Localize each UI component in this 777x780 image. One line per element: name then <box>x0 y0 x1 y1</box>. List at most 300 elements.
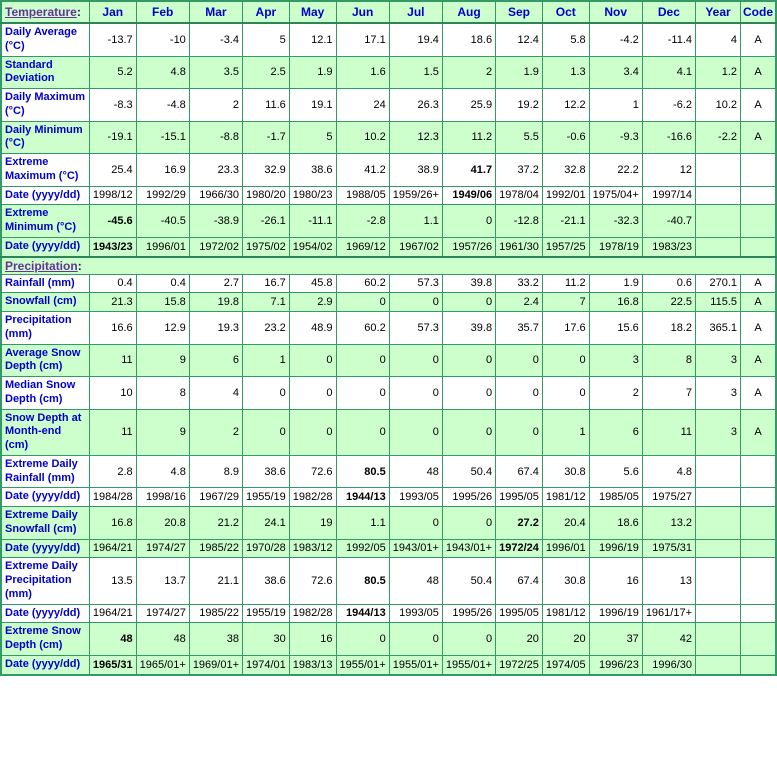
table-cell: 20 <box>542 623 589 656</box>
table-cell: 1996/19 <box>589 604 642 623</box>
table-cell: 57.3 <box>389 274 442 293</box>
year-cell: 4 <box>696 23 741 56</box>
table-cell: 1975/27 <box>642 488 695 507</box>
table-cell: 1 <box>542 409 589 455</box>
table-cell: -4.2 <box>589 23 642 56</box>
table-row <box>1 655 776 674</box>
table-row <box>1 604 776 623</box>
code-cell <box>741 205 777 238</box>
column-header-code: Code <box>741 1 777 23</box>
table-cell: 16.7 <box>243 274 290 293</box>
table-cell: 1997/14 <box>642 186 695 205</box>
table-cell: 0 <box>442 507 495 540</box>
column-header-mar: Mar <box>189 1 242 23</box>
table-row <box>1 274 776 293</box>
table-cell: 16 <box>589 558 642 604</box>
code-cell <box>741 558 777 604</box>
column-header-sep: Sep <box>496 1 543 23</box>
row-label: Daily Maximum (°C) <box>1 89 89 122</box>
table-row <box>1 121 776 154</box>
table-cell: 1978/19 <box>589 237 642 256</box>
table-cell: 4.8 <box>642 455 695 488</box>
table-cell: 1955/19 <box>243 604 290 623</box>
row-label: Extreme Snow Depth (cm) <box>1 623 89 656</box>
table-cell: 1993/05 <box>389 604 442 623</box>
table-cell: 0 <box>389 623 442 656</box>
table-cell: 12.9 <box>136 312 189 345</box>
table-cell: 0 <box>289 377 336 410</box>
table-cell: 17.1 <box>336 23 389 56</box>
precipitation-section-cell <box>1 257 776 275</box>
year-cell: 3 <box>696 344 741 377</box>
table-cell: 30.8 <box>542 455 589 488</box>
table-cell: 1944/13 <box>336 488 389 507</box>
table-cell: 1972/25 <box>496 655 543 674</box>
table-cell: 1967/02 <box>389 237 442 256</box>
table-cell: 16.6 <box>89 312 136 345</box>
table-cell: 26.3 <box>389 89 442 122</box>
table-cell: 0 <box>243 377 290 410</box>
table-cell: 20.8 <box>136 507 189 540</box>
table-cell: 5.6 <box>589 455 642 488</box>
table-cell: -40.7 <box>642 205 695 238</box>
table-cell: 1.6 <box>336 56 389 89</box>
table-cell: 15.6 <box>589 312 642 345</box>
table-cell: 33.2 <box>496 274 543 293</box>
table-cell: 2.4 <box>496 293 543 312</box>
table-cell: 38.6 <box>243 455 290 488</box>
table-row <box>1 558 776 604</box>
table-row <box>1 409 776 455</box>
table-cell: 1981/12 <box>542 488 589 507</box>
year-cell <box>696 205 741 238</box>
precipitation-section-row <box>1 257 776 275</box>
table-cell: 1984/28 <box>89 488 136 507</box>
table-cell: 35.7 <box>496 312 543 345</box>
code-cell: A <box>741 121 777 154</box>
table-cell: 1961/30 <box>496 237 543 256</box>
table-cell: 1978/04 <box>496 186 543 205</box>
table-cell: -3.4 <box>189 23 242 56</box>
table-cell: 1964/21 <box>89 539 136 558</box>
table-cell: 12.4 <box>496 23 543 56</box>
year-cell <box>696 488 741 507</box>
table-cell: 2 <box>589 377 642 410</box>
column-header-oct: Oct <box>542 1 589 23</box>
table-cell: 0 <box>389 409 442 455</box>
table-row <box>1 186 776 205</box>
table-cell: 1992/01 <box>542 186 589 205</box>
table-cell: 19 <box>289 507 336 540</box>
table-cell: 1982/28 <box>289 604 336 623</box>
table-cell: 1970/28 <box>243 539 290 558</box>
table-cell: 41.7 <box>442 154 495 187</box>
year-cell: 10.2 <box>696 89 741 122</box>
table-cell: 20.4 <box>542 507 589 540</box>
table-cell: 1972/24 <box>496 539 543 558</box>
row-label: Extreme Daily Rainfall (mm) <box>1 455 89 488</box>
table-cell: 4.1 <box>642 56 695 89</box>
table-cell: 1982/28 <box>289 488 336 507</box>
table-cell: 0 <box>442 293 495 312</box>
table-cell: 11.2 <box>542 274 589 293</box>
code-cell <box>741 655 777 674</box>
table-cell: 9 <box>136 409 189 455</box>
table-cell: 0 <box>442 344 495 377</box>
table-cell: 57.3 <box>389 312 442 345</box>
table-cell: 1959/26+ <box>389 186 442 205</box>
table-cell: 0 <box>336 377 389 410</box>
table-cell: 0 <box>496 344 543 377</box>
table-cell: 32.8 <box>542 154 589 187</box>
year-cell: 3 <box>696 377 741 410</box>
table-cell: -11.4 <box>642 23 695 56</box>
table-cell: 19.1 <box>289 89 336 122</box>
table-cell: 0 <box>442 409 495 455</box>
code-cell <box>741 604 777 623</box>
table-cell: -6.2 <box>642 89 695 122</box>
table-cell: -13.7 <box>89 23 136 56</box>
table-cell: 25.4 <box>89 154 136 187</box>
table-header <box>1 1 776 23</box>
table-cell: 38.9 <box>389 154 442 187</box>
table-cell: 20 <box>496 623 543 656</box>
table-cell: 39.8 <box>442 312 495 345</box>
table-cell: 11 <box>642 409 695 455</box>
table-cell: 7 <box>642 377 695 410</box>
code-cell <box>741 455 777 488</box>
table-cell: 80.5 <box>336 558 389 604</box>
column-header-jan: Jan <box>89 1 136 23</box>
table-cell: 7.1 <box>243 293 290 312</box>
table-cell: 2.8 <box>89 455 136 488</box>
table-cell: -10 <box>136 23 189 56</box>
table-cell: 32.9 <box>243 154 290 187</box>
table-cell: 0 <box>496 409 543 455</box>
table-cell: 0 <box>542 344 589 377</box>
year-cell <box>696 154 741 187</box>
column-header-aug: Aug <box>442 1 495 23</box>
table-row <box>1 455 776 488</box>
table-cell: -1.7 <box>243 121 290 154</box>
row-label: Date (yyyy/dd) <box>1 539 89 558</box>
table-cell: 1985/22 <box>189 604 242 623</box>
table-cell: 38.6 <box>243 558 290 604</box>
table-cell: 18.6 <box>589 507 642 540</box>
table-row <box>1 488 776 507</box>
row-label: Extreme Minimum (°C) <box>1 205 89 238</box>
year-cell: -2.2 <box>696 121 741 154</box>
table-cell: 1980/20 <box>243 186 290 205</box>
table-row <box>1 377 776 410</box>
table-cell: 0 <box>243 409 290 455</box>
table-cell: -15.1 <box>136 121 189 154</box>
table-cell: -11.1 <box>289 205 336 238</box>
table-cell: 13.7 <box>136 558 189 604</box>
table-cell: 0 <box>389 507 442 540</box>
table-cell: 16.8 <box>89 507 136 540</box>
table-cell: 1996/30 <box>642 655 695 674</box>
year-cell: 270.1 <box>696 274 741 293</box>
table-cell: 48 <box>136 623 189 656</box>
table-cell: 1.9 <box>496 56 543 89</box>
table-cell: 12.2 <box>542 89 589 122</box>
table-cell: 1983/12 <box>289 539 336 558</box>
year-cell <box>696 604 741 623</box>
column-header-jun: Jun <box>336 1 389 23</box>
table-cell: 67.4 <box>496 558 543 604</box>
table-cell: 19.2 <box>496 89 543 122</box>
table-cell: 8 <box>642 344 695 377</box>
table-cell: 5.5 <box>496 121 543 154</box>
table-cell: 13.5 <box>89 558 136 604</box>
table-cell: 2.9 <box>289 293 336 312</box>
table-cell: -8.3 <box>89 89 136 122</box>
code-cell: A <box>741 23 777 56</box>
column-header-year: Year <box>696 1 741 23</box>
table-cell: 5 <box>243 23 290 56</box>
table-cell: 1995/26 <box>442 488 495 507</box>
table-cell: 1965/01+ <box>136 655 189 674</box>
table-cell: 24 <box>336 89 389 122</box>
table-cell: 1996/23 <box>589 655 642 674</box>
table-cell: 5.8 <box>542 23 589 56</box>
table-cell: 17.6 <box>542 312 589 345</box>
table-cell: 1992/29 <box>136 186 189 205</box>
section-colon: : <box>77 258 82 273</box>
year-cell <box>696 237 741 256</box>
table-cell: -26.1 <box>243 205 290 238</box>
table-cell: 0 <box>336 293 389 312</box>
table-cell: 0 <box>496 377 543 410</box>
row-label: Daily Minimum (°C) <box>1 121 89 154</box>
column-header-apr: Apr <box>243 1 290 23</box>
table-cell: 1972/02 <box>189 237 242 256</box>
table-cell: 1998/12 <box>89 186 136 205</box>
precipitation-link[interactable]: Precipitation <box>5 258 78 273</box>
table-cell: -2.8 <box>336 205 389 238</box>
table-cell: 19.8 <box>189 293 242 312</box>
table-cell: 48.9 <box>289 312 336 345</box>
table-cell: 60.2 <box>336 274 389 293</box>
table-cell: 38 <box>189 623 242 656</box>
table-cell: 1996/01 <box>136 237 189 256</box>
code-cell: A <box>741 293 777 312</box>
table-cell: 1967/29 <box>189 488 242 507</box>
table-cell: 0 <box>389 377 442 410</box>
table-row <box>1 344 776 377</box>
year-cell: 115.5 <box>696 293 741 312</box>
table-cell: 2.5 <box>243 56 290 89</box>
table-cell: 1975/02 <box>243 237 290 256</box>
table-cell: 1974/27 <box>136 539 189 558</box>
table-cell: 1995/05 <box>496 488 543 507</box>
table-row <box>1 623 776 656</box>
table-row <box>1 293 776 312</box>
table-cell: 2 <box>442 56 495 89</box>
table-cell: 1955/01+ <box>442 655 495 674</box>
table-cell: 19.3 <box>189 312 242 345</box>
table-cell: 0 <box>389 344 442 377</box>
table-cell: 7 <box>542 293 589 312</box>
table-cell: 1957/25 <box>542 237 589 256</box>
table-cell: 3.5 <box>189 56 242 89</box>
table-cell: 48 <box>389 455 442 488</box>
table-cell: 8.9 <box>189 455 242 488</box>
table-cell: 1955/01+ <box>336 655 389 674</box>
table-cell: 19.4 <box>389 23 442 56</box>
table-row <box>1 507 776 540</box>
table-body <box>1 23 776 675</box>
table-cell: 42 <box>642 623 695 656</box>
table-cell: 2 <box>189 409 242 455</box>
code-cell: A <box>741 56 777 89</box>
table-cell: 8 <box>136 377 189 410</box>
year-cell <box>696 655 741 674</box>
table-cell: 4 <box>189 377 242 410</box>
table-cell: 1985/22 <box>189 539 242 558</box>
table-cell: -9.3 <box>589 121 642 154</box>
table-cell: 6 <box>189 344 242 377</box>
code-cell <box>741 186 777 205</box>
table-cell: 10.2 <box>336 121 389 154</box>
table-cell: 0.6 <box>642 274 695 293</box>
row-label: Date (yyyy/dd) <box>1 604 89 623</box>
table-cell: -19.1 <box>89 121 136 154</box>
table-cell: 13 <box>642 558 695 604</box>
year-cell <box>696 539 741 558</box>
table-cell: 1964/21 <box>89 604 136 623</box>
code-cell: A <box>741 312 777 345</box>
table-cell: 0 <box>442 623 495 656</box>
table-cell: 50.4 <box>442 558 495 604</box>
code-cell: A <box>741 409 777 455</box>
year-cell <box>696 623 741 656</box>
table-cell: 9 <box>136 344 189 377</box>
table-cell: 0 <box>442 205 495 238</box>
table-cell: 1949/06 <box>442 186 495 205</box>
code-cell <box>741 623 777 656</box>
table-cell: 1974/27 <box>136 604 189 623</box>
table-cell: -4.8 <box>136 89 189 122</box>
table-cell: 1955/19 <box>243 488 290 507</box>
table-cell: 1.9 <box>289 56 336 89</box>
table-cell: 11 <box>89 409 136 455</box>
table-cell: 45.8 <box>289 274 336 293</box>
table-cell: 1965/31 <box>89 655 136 674</box>
code-cell: A <box>741 377 777 410</box>
table-cell: 23.2 <box>243 312 290 345</box>
row-label: Snowfall (cm) <box>1 293 89 312</box>
column-header-feb: Feb <box>136 1 189 23</box>
table-cell: 11.2 <box>442 121 495 154</box>
table-cell: 67.4 <box>496 455 543 488</box>
table-cell: 1981/12 <box>542 604 589 623</box>
table-cell: 6 <box>589 409 642 455</box>
table-cell: 12 <box>642 154 695 187</box>
table-cell: 1944/13 <box>336 604 389 623</box>
code-cell <box>741 488 777 507</box>
row-label: Average Snow Depth (cm) <box>1 344 89 377</box>
table-cell: 1969/01+ <box>189 655 242 674</box>
table-cell: 0 <box>389 293 442 312</box>
table-cell: 11.6 <box>243 89 290 122</box>
temperature-header-cell <box>1 1 89 23</box>
table-cell: 1943/01+ <box>389 539 442 558</box>
table-cell: 37 <box>589 623 642 656</box>
table-cell: 30 <box>243 623 290 656</box>
table-cell: 48 <box>89 623 136 656</box>
table-row <box>1 539 776 558</box>
table-cell: 12.3 <box>389 121 442 154</box>
row-label: Extreme Maximum (°C) <box>1 154 89 187</box>
table-cell: 11 <box>89 344 136 377</box>
row-label: Date (yyyy/dd) <box>1 237 89 256</box>
table-cell: 1993/05 <box>389 488 442 507</box>
table-cell: 1995/26 <box>442 604 495 623</box>
table-cell: 4.8 <box>136 56 189 89</box>
table-cell: 48 <box>389 558 442 604</box>
table-cell: 0 <box>336 344 389 377</box>
year-cell <box>696 186 741 205</box>
table-row <box>1 312 776 345</box>
table-cell: 16.9 <box>136 154 189 187</box>
year-cell: 365.1 <box>696 312 741 345</box>
table-cell: 27.2 <box>496 507 543 540</box>
table-cell: 1 <box>589 89 642 122</box>
table-cell: 1943/01+ <box>442 539 495 558</box>
table-row <box>1 154 776 187</box>
table-cell: 12.1 <box>289 23 336 56</box>
table-cell: 10 <box>89 377 136 410</box>
year-cell <box>696 507 741 540</box>
table-cell: -12.8 <box>496 205 543 238</box>
table-cell: 1980/23 <box>289 186 336 205</box>
column-header-jul: Jul <box>389 1 442 23</box>
row-label: Date (yyyy/dd) <box>1 488 89 507</box>
table-cell: 24.1 <box>243 507 290 540</box>
table-cell: 1957/26 <box>442 237 495 256</box>
section-colon: : <box>76 5 81 19</box>
row-label: Precipitation (mm) <box>1 312 89 345</box>
table-cell: 5.2 <box>89 56 136 89</box>
year-cell: 1.2 <box>696 56 741 89</box>
row-label: Date (yyyy/dd) <box>1 186 89 205</box>
code-cell: A <box>741 89 777 122</box>
year-cell <box>696 558 741 604</box>
row-label: Extreme Daily Snowfall (cm) <box>1 507 89 540</box>
table-cell: 1995/05 <box>496 604 543 623</box>
table-cell: 1.1 <box>389 205 442 238</box>
table-cell: 3.4 <box>589 56 642 89</box>
temperature-link[interactable]: Temperature <box>5 5 77 19</box>
table-cell: 21.1 <box>189 558 242 604</box>
row-label: Daily Average (°C) <box>1 23 89 56</box>
row-label: Rainfall (mm) <box>1 274 89 293</box>
table-cell: -0.6 <box>542 121 589 154</box>
table-row <box>1 89 776 122</box>
table-cell: -16.6 <box>642 121 695 154</box>
table-cell: 1975/04+ <box>589 186 642 205</box>
table-cell: 0 <box>289 409 336 455</box>
code-cell: A <box>741 274 777 293</box>
code-cell <box>741 237 777 256</box>
table-cell: 1955/01+ <box>389 655 442 674</box>
table-cell: 16.8 <box>589 293 642 312</box>
row-label: Snow Depth at Month-end (cm) <box>1 409 89 455</box>
table-cell: 23.3 <box>189 154 242 187</box>
table-cell: 13.2 <box>642 507 695 540</box>
